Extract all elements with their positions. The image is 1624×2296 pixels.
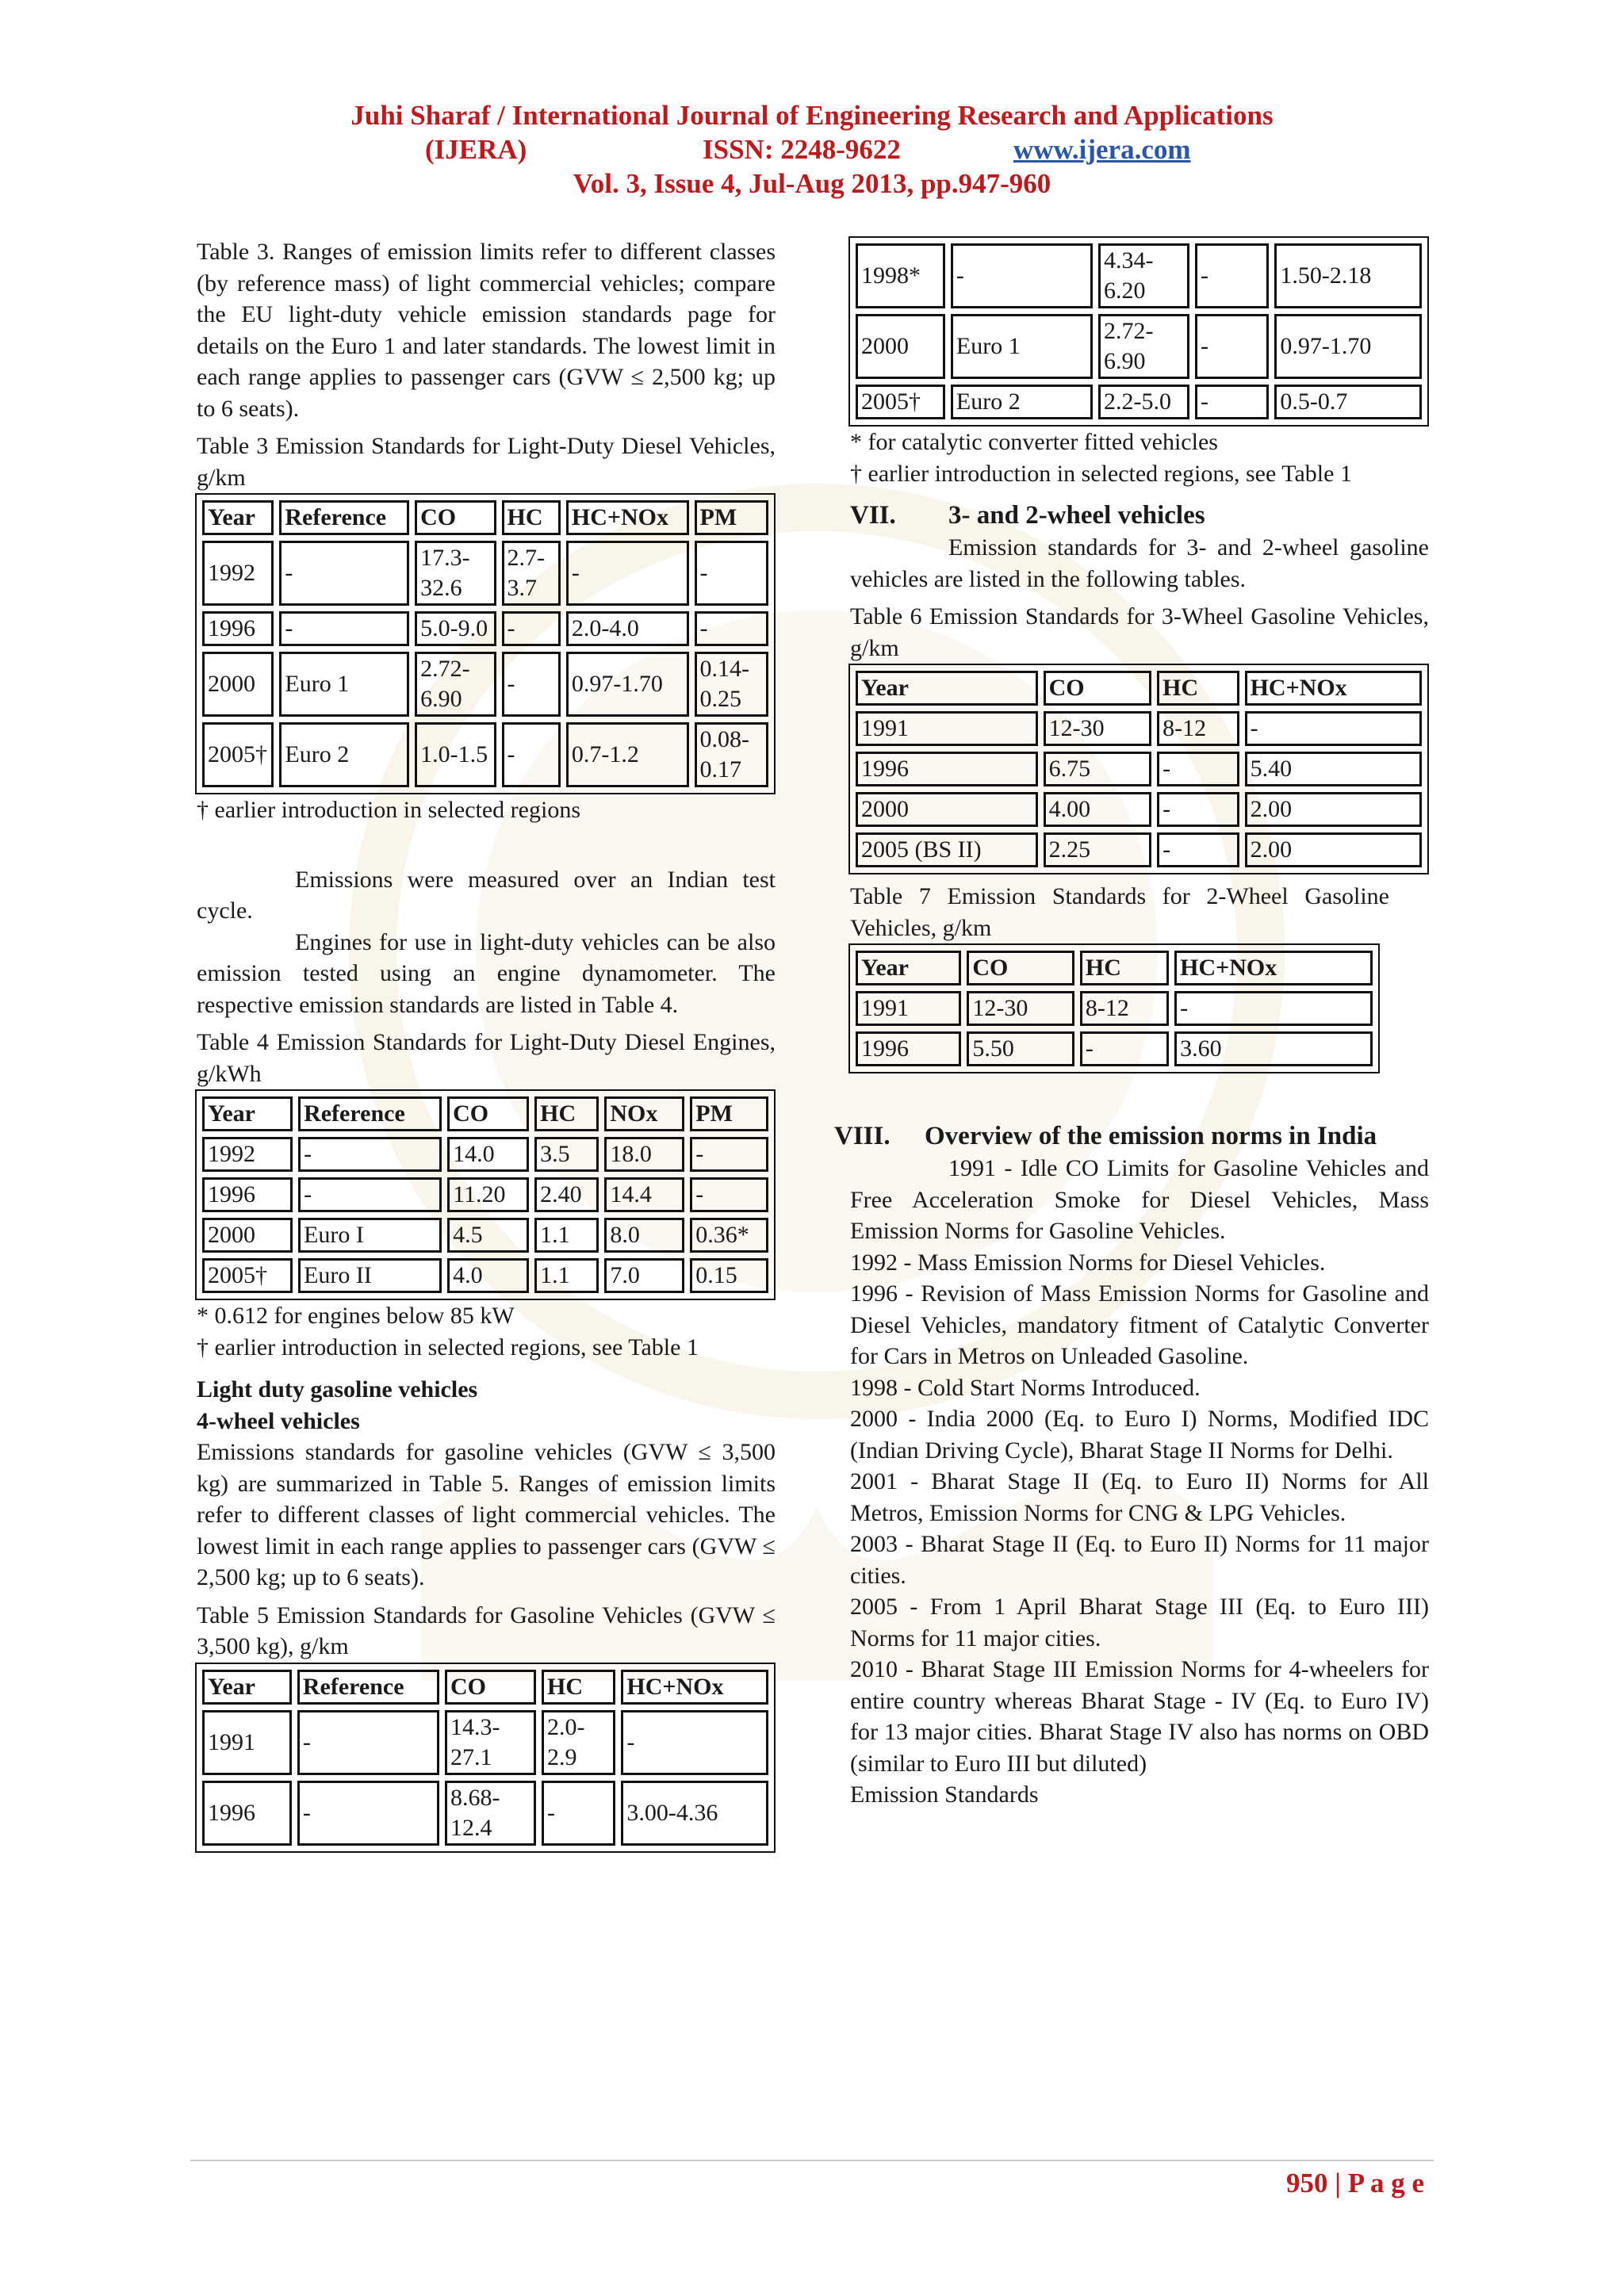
paragraph-test-cycle: Emissions were measured over an Indian test cycle. <box>197 866 776 924</box>
emission-standards-line: Emission Standards <box>850 1781 1039 1808</box>
table-cell: 2005† <box>202 1258 293 1293</box>
table6-head-cell: HC+NOx <box>1245 671 1422 706</box>
table3-caption: Table 3 Emission Standards for Light-Duty Diesel Vehicles, g/km <box>197 433 776 491</box>
table-cell: 17.3-32.6 <box>415 541 496 606</box>
table-cell: 2000 <box>202 1218 293 1253</box>
section-7-title: 3- and 2-wheel vehicles <box>948 501 1205 530</box>
table5-head-cell: HC <box>542 1670 615 1705</box>
table-cell: 0.36* <box>690 1218 768 1253</box>
table-cell: 12-30 <box>967 991 1074 1026</box>
table7-header-row <box>856 951 1373 985</box>
table-row <box>202 1177 768 1212</box>
table-cell: 4.34-6.20 <box>1098 243 1189 308</box>
table-cell: 2.25 <box>1044 832 1152 867</box>
table-cell: Euro II <box>298 1258 442 1293</box>
table4-head-cell: Year <box>202 1096 293 1131</box>
table-cell: - <box>1157 832 1239 867</box>
right-column <box>834 236 1429 1811</box>
table-row <box>856 314 1422 379</box>
table-cell: 2000 <box>856 314 945 379</box>
table-row <box>856 243 1422 308</box>
table-cell: 3.5 <box>534 1137 599 1172</box>
table-cell: 2.7-3.7 <box>502 541 561 606</box>
table4-header-row <box>202 1096 768 1131</box>
table-cell: - <box>690 1137 768 1172</box>
table-cell: 7.0 <box>604 1258 684 1293</box>
table-cell: - <box>297 1710 439 1775</box>
table-row <box>202 1258 768 1293</box>
table4-head-cell: PM <box>690 1096 768 1131</box>
timeline-item: 2003 - Bharat Stage II (Eq. to Euro II) Norms for 11 major cities. <box>850 1531 1429 1589</box>
table3-head-cell: CO <box>415 500 496 535</box>
table-cell: 2000 <box>856 792 1038 827</box>
left-column <box>197 236 776 1853</box>
table-cell: 2.72-6.90 <box>1098 314 1189 379</box>
table-cell: - <box>1195 385 1269 419</box>
table-cell: 1996 <box>856 1031 961 1066</box>
table-cell: 1.50-2.18 <box>1274 243 1422 308</box>
table-cell: - <box>1245 711 1422 746</box>
table-row <box>202 1781 768 1846</box>
table-cell: - <box>502 652 561 717</box>
table-cell: 8-12 <box>1157 711 1239 746</box>
table-cell: - <box>690 1177 768 1212</box>
table-cell: 2000 <box>202 652 274 717</box>
table-cell: 0.14-0.25 <box>695 652 768 717</box>
table-cell: - <box>502 722 561 787</box>
table5-head-cell: Reference <box>297 1670 439 1705</box>
table-cell: Euro 1 <box>951 314 1093 379</box>
table7-head-cell: HC <box>1080 951 1169 985</box>
table-cell: 14.4 <box>604 1177 684 1212</box>
table6-head-cell: Year <box>856 671 1038 706</box>
table-cell: Euro I <box>298 1218 442 1253</box>
table-cell: 14.0 <box>447 1137 529 1172</box>
section-7-number: VII. <box>850 501 896 530</box>
table-cell: - <box>566 541 689 606</box>
table-cell: 4.5 <box>447 1218 529 1253</box>
table-cell: Euro 1 <box>279 652 409 717</box>
table6 <box>848 664 1429 874</box>
table-cell: 2005† <box>856 385 945 419</box>
table-cell: 1996 <box>202 611 274 646</box>
table-row <box>202 1137 768 1172</box>
table-cell: - <box>542 1781 615 1846</box>
header-volume: Vol. 3, Issue 4, Jul-Aug 2013, pp.947-960 <box>573 168 1051 199</box>
table6-caption: Table 6 Emission Standards for 3-Wheel Gasoline Vehicles, g/km <box>850 603 1429 661</box>
page-number: 950 | P a g e <box>1286 2168 1424 2198</box>
table-row <box>856 752 1422 786</box>
table-row <box>202 1218 768 1253</box>
table-cell: 2005† <box>202 722 274 787</box>
section-8-title: Overview of the emission norms in India <box>925 1122 1377 1150</box>
table-row <box>856 711 1422 746</box>
timeline-item: 2001 - Bharat Stage II (Eq. to Euro II) Norms for All Metros, Emission Norms for CNG & LPG Vehicles. <box>850 1468 1429 1526</box>
table-cell: - <box>695 541 768 606</box>
table6-head-cell: CO <box>1044 671 1152 706</box>
table-cell: 3.60 <box>1174 1031 1373 1066</box>
table-cell: 2.00 <box>1245 792 1422 827</box>
table-cell: 1992 <box>202 1137 293 1172</box>
table-cell: Euro 2 <box>279 722 409 787</box>
timeline-item: 2000 - India 2000 (Eq. to Euro I) Norms, Modified IDC (Indian Driving Cycle), Bharat Stage II Norms for Delhi. <box>850 1406 1429 1464</box>
header-url-link[interactable]: www.ijera.com <box>1013 134 1191 165</box>
table-row <box>856 1031 1373 1066</box>
header-row-2 <box>0 132 1624 166</box>
table-cell: - <box>695 611 768 646</box>
table-cell: 1996 <box>202 1177 293 1212</box>
timeline-item: 2010 - Bharat Stage III Emission Norms for 4-wheelers for entire country whereas Bharat Stage - IV (Eq. to Euro IV) for 13 major cities. Bharat Stage IV also has norms on OBD (similar to Euro III but diluted) <box>850 1656 1429 1777</box>
table6-head-cell: HC <box>1157 671 1239 706</box>
table-cell: 1991 <box>202 1710 292 1775</box>
table7-caption: Table 7 Emission Standards for 2-Wheel Gasoline Vehicles, g/km <box>850 883 1389 941</box>
table4-head-cell: Reference <box>298 1096 442 1131</box>
table-row <box>202 541 768 606</box>
table-cell: 1.1 <box>534 1258 599 1293</box>
table3-header-row <box>202 500 768 535</box>
table-row <box>856 792 1422 827</box>
section-7-heading <box>850 499 1429 532</box>
table-cell: - <box>951 243 1093 308</box>
table-cell: - <box>279 541 409 606</box>
table5-note-1: * for catalytic converter fitted vehicles <box>850 429 1218 455</box>
table6-header-row <box>856 671 1422 706</box>
table3-head-cell: HC <box>502 500 561 535</box>
table-cell: - <box>298 1177 442 1212</box>
table5-head-cell: HC+NOx <box>621 1670 768 1705</box>
table-cell: - <box>1157 792 1239 827</box>
table-cell: 1991 <box>856 991 961 1026</box>
paragraph-engine-dyno: Engines for use in light-duty vehicles can be also emission tested using an engine dynamometer. The respective emission standards are listed in Table 4. <box>197 928 776 1018</box>
table5-note-2: † earlier introduction in selected regions, see Table 1 <box>850 460 1352 487</box>
table-cell: - <box>1195 314 1269 379</box>
table4-head-cell: NOx <box>604 1096 684 1131</box>
table3 <box>195 493 776 794</box>
table-cell: - <box>297 1781 439 1846</box>
paragraph-3-2-wheel: Emission standards for 3- and 2-wheel gasoline vehicles are listed in the following tables. <box>850 534 1429 592</box>
table-cell: 8-12 <box>1080 991 1169 1026</box>
table-cell: 18.0 <box>604 1137 684 1172</box>
table-cell: 2005 (BS II) <box>856 832 1038 867</box>
table5-header-row <box>202 1670 768 1705</box>
table7-head-cell: Year <box>856 951 961 985</box>
timeline-item: 1998 - Cold Start Norms Introduced. <box>850 1374 1201 1401</box>
table3-head-cell: Reference <box>279 500 409 535</box>
table-cell: 0.7-1.2 <box>566 722 689 787</box>
table-cell: 5.40 <box>1245 752 1422 786</box>
section-8-number: VIII. <box>834 1122 891 1150</box>
table3-head-cell: PM <box>695 500 768 535</box>
table-cell: 2.0-4.0 <box>566 611 689 646</box>
table3-head-cell: Year <box>202 500 274 535</box>
table-row <box>202 652 768 717</box>
section-8-heading <box>834 1119 1429 1153</box>
table-cell: 5.0-9.0 <box>415 611 496 646</box>
table-cell: - <box>279 611 409 646</box>
table-cell: - <box>621 1710 768 1775</box>
timeline-item: 1992 - Mass Emission Norms for Diesel Vehicles. <box>850 1249 1326 1276</box>
table-cell: 3.00-4.36 <box>621 1781 768 1846</box>
subheading-4-wheel: 4-wheel vehicles <box>197 1407 360 1434</box>
table-cell: 2.40 <box>534 1177 599 1212</box>
table-cell: 1.1 <box>534 1218 599 1253</box>
table-cell: 8.0 <box>604 1218 684 1253</box>
table4-head-cell: CO <box>447 1096 529 1131</box>
header-journal-abbr: (IJERA) <box>425 134 527 165</box>
table-cell: Euro 2 <box>951 385 1093 419</box>
table-cell: 2.00 <box>1245 832 1422 867</box>
table4-note-2: † earlier introduction in selected regions, see Table 1 <box>197 1334 699 1360</box>
table-cell: - <box>1080 1031 1169 1066</box>
timeline-item: 1991 - Idle CO Limits for Gasoline Vehicles and Free Acceleration Smoke for Diesel Vehicles, Mass Emission Norms for Gasoline Vehicles. <box>850 1155 1429 1244</box>
table-cell: 6.75 <box>1044 752 1152 786</box>
table-row <box>856 832 1422 867</box>
table-cell: 0.08-0.17 <box>695 722 768 787</box>
table7 <box>848 943 1380 1073</box>
timeline-item: 1996 - Revision of Mass Emission Norms for Gasoline and Diesel Vehicles, mandatory fitment of Catalytic Converter for Cars in Metros on Unleaded Gasoline. <box>850 1280 1429 1369</box>
table3-note: † earlier introduction in selected regions <box>197 797 580 823</box>
table-row <box>856 385 1422 419</box>
table7-head-cell: CO <box>967 951 1074 985</box>
table4 <box>195 1089 776 1300</box>
table5-head-cell: Year <box>202 1670 292 1705</box>
table-cell: 1996 <box>202 1781 292 1846</box>
table-row <box>202 722 768 787</box>
table-cell: 2.72-6.90 <box>415 652 496 717</box>
table-cell: 4.00 <box>1044 792 1152 827</box>
table-cell: 1998* <box>856 243 945 308</box>
footer-divider <box>190 2160 1434 2161</box>
table5-head-cell: CO <box>445 1670 536 1705</box>
table-cell: 8.68-12.4 <box>445 1781 536 1846</box>
table4-note-1: * 0.612 for engines below 85 kW <box>197 1303 515 1329</box>
timeline-item: 2005 - From 1 April Bharat Stage III (Eq. to Euro III) Norms for 11 major cities. <box>850 1594 1429 1651</box>
table-cell: 1996 <box>856 752 1038 786</box>
table-cell: 5.50 <box>967 1031 1074 1066</box>
table-cell: - <box>502 611 561 646</box>
subheading-light-duty-gasoline: Light duty gasoline vehicles <box>197 1376 478 1402</box>
table3-head-cell: HC+NOx <box>566 500 689 535</box>
table-cell: 4.0 <box>447 1258 529 1293</box>
table4-head-cell: HC <box>534 1096 599 1131</box>
table-cell: 1.0-1.5 <box>415 722 496 787</box>
table-cell: 14.3-27.1 <box>445 1710 536 1775</box>
table5-caption: Table 5 Emission Standards for Gasoline Vehicles (GVW ≤ 3,500 kg), g/km <box>197 1601 776 1659</box>
header-author-journal: Juhi Sharaf / International Journal of Engineering Research and Applications <box>350 100 1274 131</box>
intro-paragraph: Table 3. Ranges of emission limits refer to different classes (by reference mass) of light commercial vehicles; compare the EU light-duty vehicle emission standards page for details on the Euro 1 and later standards. The lowest limit in each range applies to passenger cars (GVW ≤ 2,500 kg; up to 6 seats). <box>197 239 776 422</box>
table-cell: 2.2-5.0 <box>1098 385 1189 419</box>
journal-header <box>0 98 1624 201</box>
header-issn: ISSN: 2248-9622 <box>703 134 901 165</box>
table-row <box>202 1710 768 1775</box>
table-cell: - <box>1174 991 1373 1026</box>
table-cell: - <box>1195 243 1269 308</box>
table-cell: 0.97-1.70 <box>1274 314 1422 379</box>
table-cell: - <box>298 1137 442 1172</box>
table-cell: 1992 <box>202 541 274 606</box>
table-cell: 11.20 <box>447 1177 529 1212</box>
table-cell: 0.5-0.7 <box>1274 385 1422 419</box>
table4-caption: Table 4 Emission Standards for Light-Duty Diesel Engines, g/kWh <box>197 1029 776 1087</box>
table5 <box>195 1663 776 1853</box>
table-cell: 2.0-2.9 <box>542 1710 615 1775</box>
table-row <box>202 611 768 646</box>
table-cell: 1991 <box>856 711 1038 746</box>
table-cell: - <box>1157 752 1239 786</box>
table7-head-cell: HC+NOx <box>1174 951 1373 985</box>
table-row <box>856 991 1373 1026</box>
table-cell: 0.15 <box>690 1258 768 1293</box>
table-cell: 0.97-1.70 <box>566 652 689 717</box>
paragraph-gasoline-vehicles: Emissions standards for gasoline vehicles (GVW ≤ 3,500 kg) are summarized in Table 5. Ranges of emission limits refer to different classes of light commercial vehicles. The lowest limit in each range applies to passenger cars (GVW ≤ 2,500 kg; up to 6 seats). <box>197 1439 776 1590</box>
table5-continued <box>848 236 1429 427</box>
table-cell: 12-30 <box>1044 711 1152 746</box>
